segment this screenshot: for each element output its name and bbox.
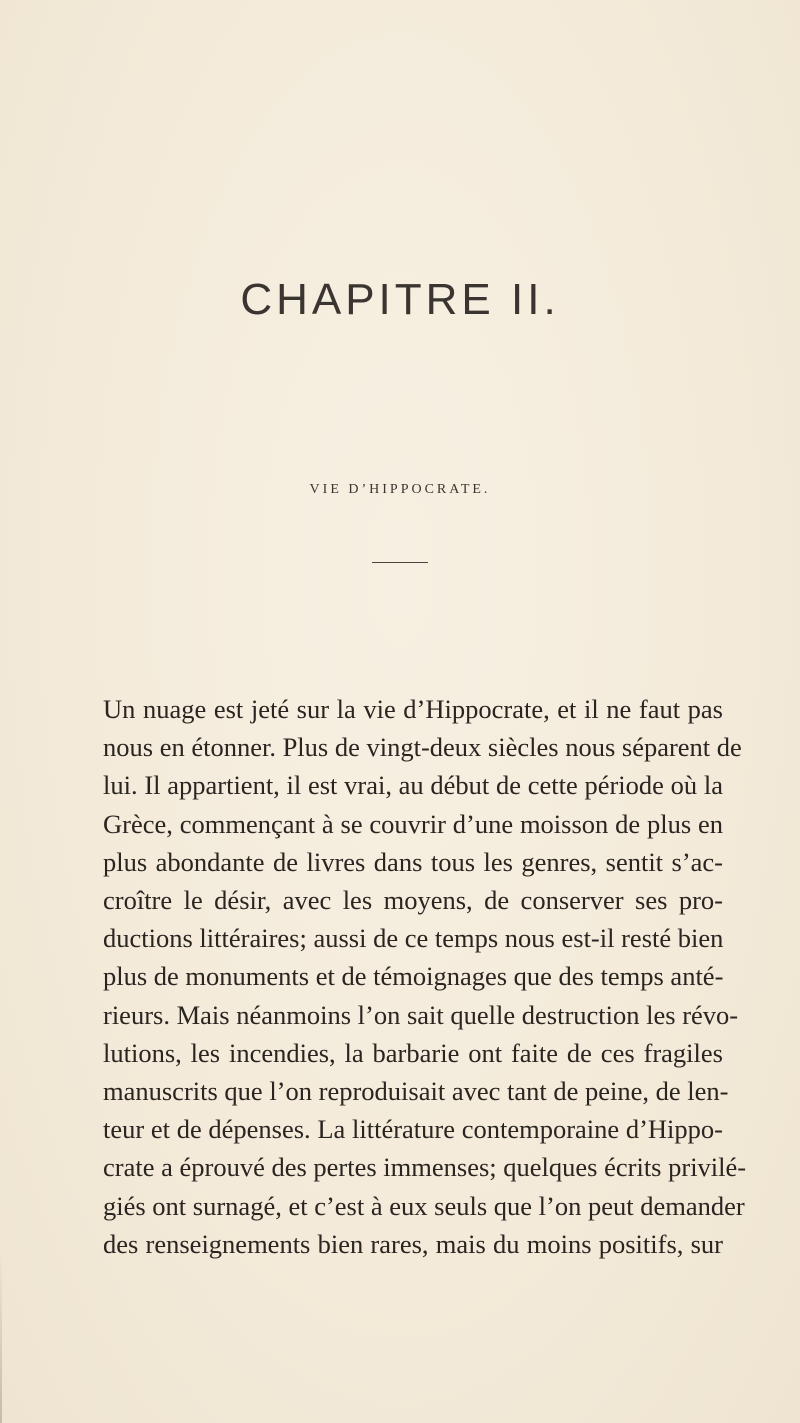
text-line: manuscrits que l’on reproduisait avec tant de peine, de len- [103,1076,729,1107]
text-line: lui. Il appartient, il est vrai, au début de cette période où la [103,770,723,801]
text-line: ductions littéraires; aussi de ce temps nous est-il resté bien [103,923,724,954]
body-paragraph [103,690,747,1263]
text-line: giés ont surnagé, et c’est à eux seuls que l’on peut demander [103,1190,745,1221]
text-line: lutions, les incendies, la barbarie ont faite de ces fragiles [103,1037,723,1068]
text-line: teur et de dépenses. La littérature contemporaine d’Hippo- [103,1114,723,1145]
text-line: croître le désir, avec les moyens, de conserver ses pro- [103,885,723,916]
page-edge-shadow [0,1250,2,1423]
text-line: nous en étonner. Plus de vingt-deux siècles nous séparent de [103,732,742,763]
text-line: des renseignements bien rares, mais du moins positifs, sur [103,1228,723,1259]
text-line: Grèce, commençant à se couvrir d’une moisson de plus en [103,808,723,839]
text-line: plus de monuments et de témoignages que des temps anté- [103,961,724,992]
section-divider [372,562,428,563]
text-line: Un nuage est jeté sur la vie d’Hippocrate, et il ne faut pas [103,694,723,724]
text-line: crate a éprouvé des pertes immenses; quelques écrits privilé- [103,1152,747,1183]
chapter-subtitle: VIE D’HIPPOCRATE. [309,482,491,497]
text-line: rieurs. Mais néanmoins l’on sait quelle destruction les révo- [103,999,739,1030]
chapter-title: CHAPITRE II. [240,275,560,324]
text-line: plus abondante de livres dans tous les genres, sentit s’ac- [103,846,723,877]
